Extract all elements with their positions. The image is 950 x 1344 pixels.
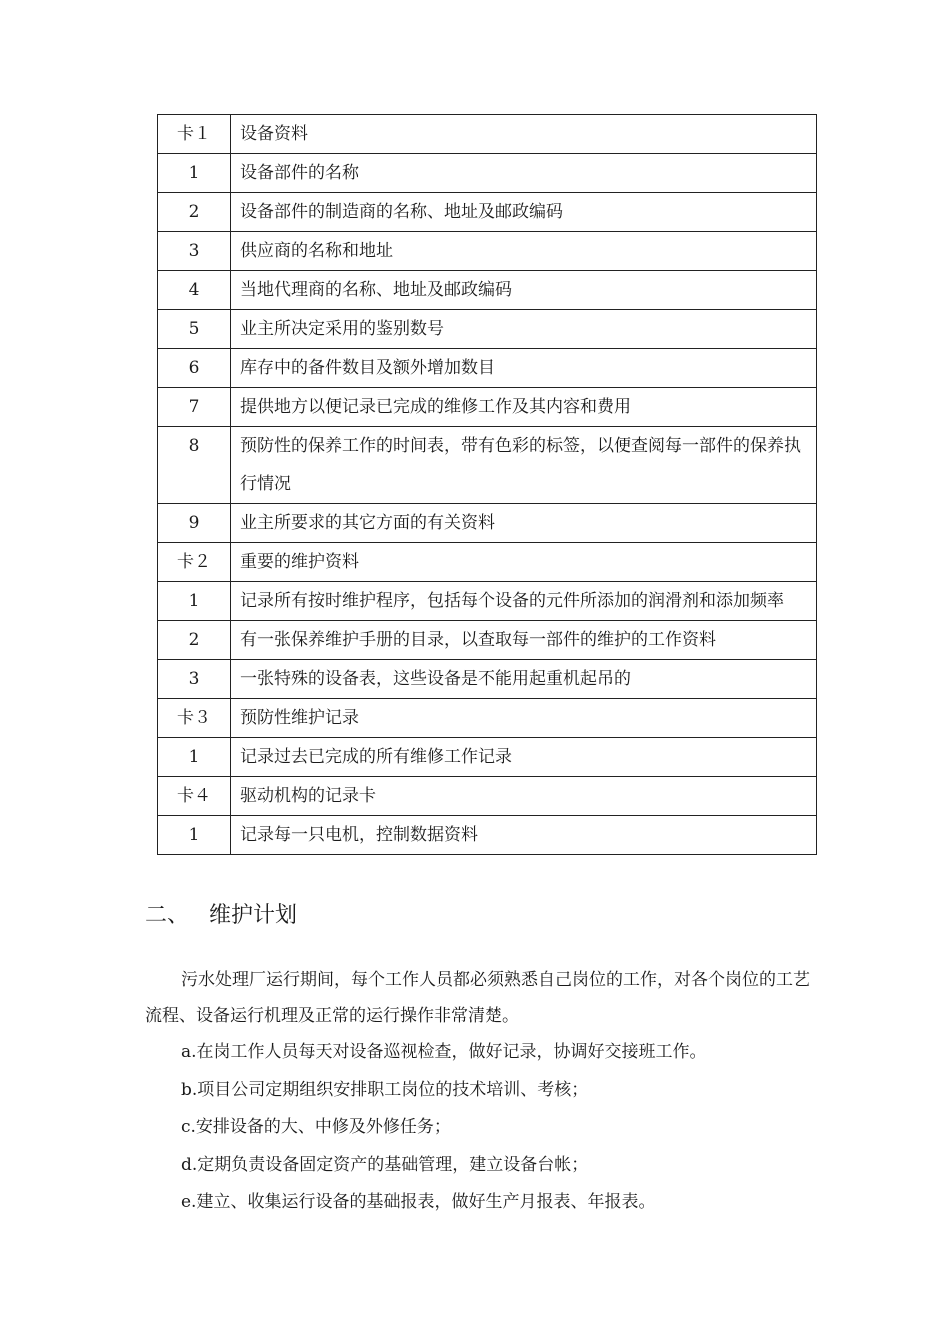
card-item-row [158, 621, 817, 660]
card-row-number: 卡１ [158, 115, 231, 154]
card-row-text: 记录每一只电机，控制数据资料 [231, 816, 817, 855]
card-row-number: 6 [158, 349, 231, 388]
card-row-number: 1 [158, 154, 231, 193]
card-table-body [158, 115, 817, 855]
card-row-number: 7 [158, 388, 231, 427]
card-row-text: 提供地方以便记录已完成的维修工作及其内容和费用 [231, 388, 817, 427]
card-item-row [158, 738, 817, 777]
card-item-row [158, 504, 817, 543]
card-row-text: 重要的维护资料 [231, 543, 817, 582]
card-row-number: 卡４ [158, 777, 231, 816]
card-item-row [158, 660, 817, 699]
plan-item-list [145, 1034, 813, 1222]
card-row-text: 设备部件的制造商的名称、地址及邮政编码 [231, 193, 817, 232]
card-row-number: 卡３ [158, 699, 231, 738]
card-row-text: 一张特殊的设备表，这些设备是不能用起重机起吊的 [231, 660, 817, 699]
card-row-number: 2 [158, 621, 231, 660]
plan-item: c.安排设备的大、中修及外修任务； [181, 1117, 451, 1137]
card-row-text: 记录所有按时维护程序，包括每个设备的元件所添加的润滑剂和添加频率 [231, 582, 817, 621]
card-row-number: 5 [158, 310, 231, 349]
intro-paragraph: 污水处理厂运行期间，每个工作人员都必须熟悉自己岗位的工作，对各个岗位的工艺流程、设备运行机理及正常的运行操作非常清楚。 [145, 970, 810, 1026]
card-row-number: 9 [158, 504, 231, 543]
card-row-text: 供应商的名称和地址 [231, 232, 817, 271]
card-header-row [158, 543, 817, 582]
section-heading [145, 898, 297, 934]
card-row-number: 3 [158, 660, 231, 699]
card-item-row [158, 388, 817, 427]
card-row-text: 业主所决定采用的鉴别数号 [231, 310, 817, 349]
plan-item: e.建立、收集运行设备的基础报表，做好生产月报表、年报表。 [181, 1192, 656, 1212]
card-row-number: 1 [158, 816, 231, 855]
card-item-row [158, 271, 817, 310]
card-row-number: 1 [158, 582, 231, 621]
card-header-row [158, 115, 817, 154]
card-item-row [158, 232, 817, 271]
card-item-row [158, 310, 817, 349]
card-row-text: 设备部件的名称 [231, 154, 817, 193]
card-row-text: 预防性的保养工作的时间表，带有色彩的标签，以便查阅每一部件的保养执行情况 [231, 427, 817, 504]
card-row-number: 2 [158, 193, 231, 232]
card-row-number: 卡２ [158, 543, 231, 582]
card-item-row [158, 582, 817, 621]
card-row-text: 业主所要求的其它方面的有关资料 [231, 504, 817, 543]
card-row-text: 预防性维护记录 [231, 699, 817, 738]
card-header-row [158, 699, 817, 738]
section-title: 维护计划 [209, 903, 298, 928]
card-item-row [158, 349, 817, 388]
card-row-number: 1 [158, 738, 231, 777]
card-row-text: 库存中的备件数目及额外增加数目 [231, 349, 817, 388]
card-row-text: 当地代理商的名称、地址及邮政编码 [231, 271, 817, 310]
plan-item: b.项目公司定期组织安排职工岗位的技术培训、考核； [181, 1079, 589, 1100]
card-item-row [158, 193, 817, 232]
card-row-text: 驱动机构的记录卡 [231, 777, 817, 816]
equipment-card-table [157, 114, 817, 855]
card-header-row [158, 777, 817, 816]
card-item-row [158, 816, 817, 855]
card-row-number: 8 [158, 427, 231, 504]
card-row-number: 3 [158, 232, 231, 271]
plan-item: d.定期负责设备固定资产的基础管理，建立设备台帐； [181, 1154, 589, 1175]
card-row-text: 设备资料 [231, 115, 817, 154]
section-number: 二、 [145, 903, 190, 928]
card-row-text: 有一张保养维护手册的目录，以查取每一部件的维护的工作资料 [231, 621, 817, 660]
card-item-row [158, 427, 817, 504]
card-row-text: 记录过去已完成的所有维修工作记录 [231, 738, 817, 777]
card-row-number: 4 [158, 271, 231, 310]
maintenance-plan-body [145, 962, 813, 1222]
plan-item: a.在岗工作人员每天对设备巡视检查，做好记录，协调好交接班工作。 [181, 1042, 707, 1062]
card-item-row [158, 154, 817, 193]
